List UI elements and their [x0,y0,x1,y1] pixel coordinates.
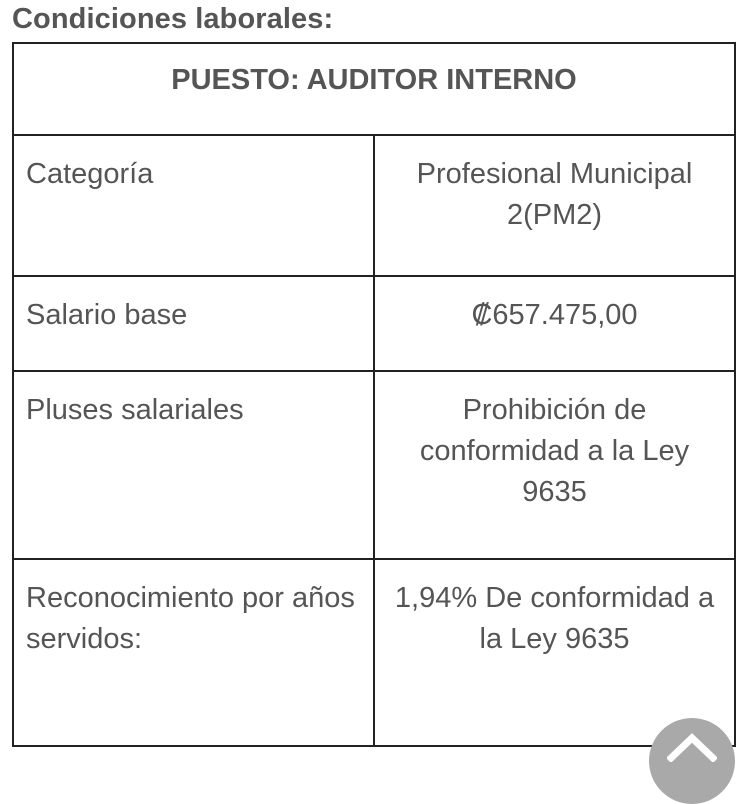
table-title: PUESTO: AUDITOR INTERNO [13,43,735,135]
conditions-table [12,42,736,747]
table-header-row [13,43,735,135]
scroll-to-top-button[interactable] [649,718,735,804]
table-row-salario-base [13,276,735,371]
row-label: Categoría [13,135,374,276]
table-row-pluses-salariales [13,371,735,559]
table-row-reconocimiento [13,559,735,746]
row-label: Pluses salariales [13,371,374,559]
row-value: ₡657.475,00 [374,276,735,371]
section-heading: Condiciones laborales: [12,3,334,35]
row-label: Reconocimiento por años servidos: [13,559,374,746]
row-value: 1,94% De conformidad a la Ley 9635 [374,559,735,746]
row-label: Salario base [13,276,374,371]
chevron-up-icon [667,732,717,762]
table-row-categoria [13,135,735,276]
row-value: Profesional Municipal 2(PM2) [374,135,735,276]
row-value: Prohibición de conformidad a la Ley 9635 [374,371,735,559]
